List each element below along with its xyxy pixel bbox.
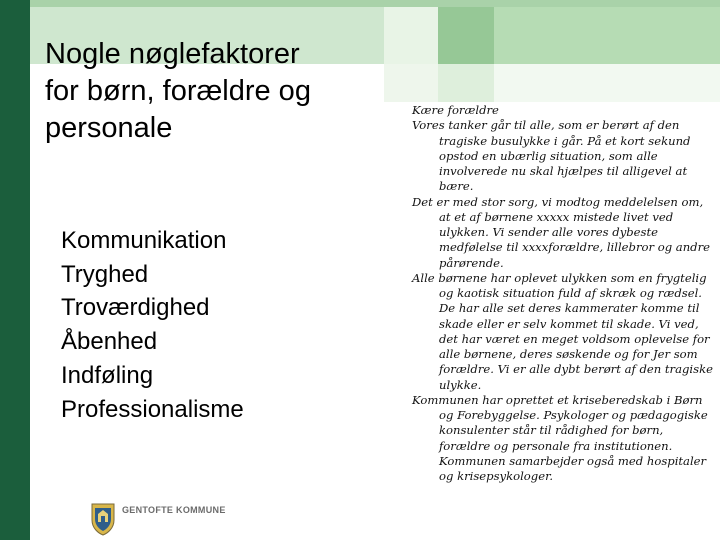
title-line: personale [45, 112, 173, 144]
factor-item: Troværdighed [61, 294, 210, 322]
letter-greeting: Kære forældre [412, 103, 499, 117]
factor-item: Tryghed [61, 260, 149, 288]
title-line: Nogle nøglefaktorer [45, 38, 300, 70]
slide-title [45, 36, 385, 147]
coat-of-arms-icon [90, 502, 116, 536]
top-accent-band [30, 0, 720, 7]
factor-item: Indføling [61, 361, 154, 389]
factor-item: Åbenhed [61, 328, 158, 356]
gentofte-logo [90, 502, 226, 536]
left-accent-bar [0, 0, 30, 540]
decor-block [494, 7, 720, 64]
letter-paragraph: Kommunen har oprettet et kriseberedskab i Børn og Forebyggelse. Psykologer og pædagogiske konsulenter står til rådighed for børn, forældre og personale fra institutionen. Kommunen samarbejder også med hospitaler og krisepsykologer. [412, 392, 708, 483]
letter-paragraph: Alle børnene har oplevet ulykken som en frygtelig og kaotisk situation fuld af skræk og rædsel. De har alle set deres kammerater komme til skade eller er selv kommet til skade. Vi ved, det har været en meget voldsom oplevelse for alle børnene, deres søskende og for Jer som forældre. Vi er alle dybt berørt af den tragiske ulykke. [412, 270, 713, 392]
key-factors-list [61, 224, 244, 426]
decor-block [438, 64, 494, 102]
logo-text: GENTOFTE KOMMUNE [122, 505, 226, 515]
title-line: for børn, forældre og [45, 75, 311, 107]
parent-letter [412, 103, 716, 484]
letter-paragraph: Vores tanker går til alle, som er berørt af den tragiske busulykke i går. På et kort sekund opstod en ubærlig situation, som alle involverede nu skal hjælpes til alligevel at bære. [412, 118, 691, 194]
factor-item: Kommunikation [61, 227, 227, 254]
factor-item: Professionalisme [61, 395, 244, 423]
letter-paragraph: Det er med stor sorg, vi modtog meddelelsen om, at et af børnene xxxxx mistede livet ved ulykken. Vi sender alle vores dybeste medfølelse til xxxxforældre, lillebror og andre pårørende. [412, 194, 711, 270]
decor-block [384, 7, 438, 64]
decor-block [438, 7, 494, 64]
decor-block [494, 64, 720, 102]
decor-block [384, 64, 438, 102]
